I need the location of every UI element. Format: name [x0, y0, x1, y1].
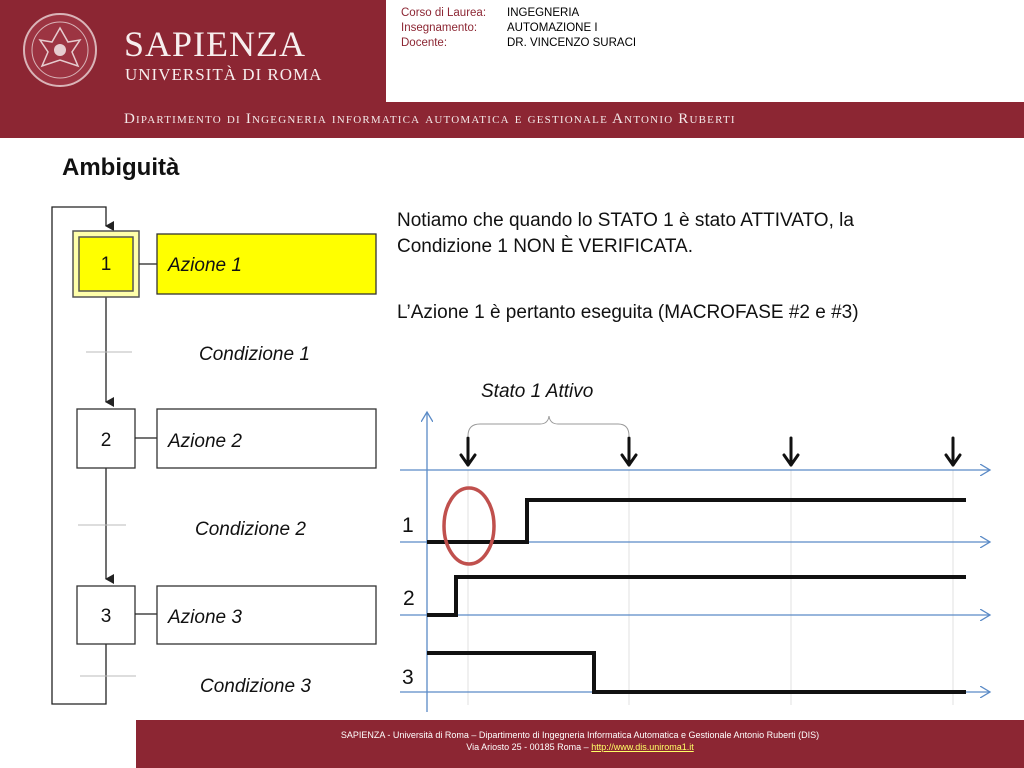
clock-arrow-icon — [784, 438, 798, 465]
clock-arrow-icon — [946, 438, 960, 465]
state-active-bracket — [468, 416, 629, 436]
course-info-value: AUTOMAZIONE I — [507, 22, 598, 34]
course-info-value: DR. VINCENZO SURACI — [507, 37, 637, 49]
bracket-label: Stato 1 Attivo — [481, 381, 594, 402]
footer-spacer — [0, 720, 136, 768]
step-number: 1 — [100, 254, 112, 275]
action-label: Azione 1 — [168, 255, 242, 276]
course-info-key: Docente: — [401, 37, 448, 49]
step-number: 3 — [100, 606, 112, 627]
condition-label: Condizione 3 — [200, 676, 311, 697]
footer-website-link[interactable]: http://www.dis.uniroma1.it — [591, 742, 694, 752]
sfc-action-1 — [157, 234, 376, 294]
sfc-step-1 — [73, 231, 139, 297]
university-subtitle: UNIVERSITÀ DI ROMA — [125, 65, 323, 84]
action-label: Azione 2 — [168, 431, 242, 452]
note-line: Notiamo che quando lo STATO 1 è stato ATTIVATO, la — [397, 210, 854, 231]
department-name: Dipartimento di Ingegneria informatica automatica e gestionale Antonio Ruberti — [124, 111, 736, 127]
signal-3-waveform — [427, 653, 966, 692]
clock-arrow-icon — [461, 438, 475, 465]
signal-1-waveform — [427, 500, 966, 542]
signal-label: 2 — [403, 587, 415, 610]
sfc-step-3 — [77, 586, 135, 644]
course-info-key: Corso di Laurea: — [401, 7, 487, 19]
condition-label: Condizione 1 — [199, 344, 310, 365]
note-line: L’Azione 1 è pertanto eseguita (MACROFASE #2 e #3) — [397, 302, 859, 323]
clock-arrow-icon — [622, 438, 636, 465]
university-name: SAPIENZA — [124, 24, 307, 64]
signal-label: 1 — [402, 514, 414, 537]
sfc-action-3 — [157, 586, 376, 644]
condition-label: Condizione 2 — [195, 519, 306, 540]
signal-label: 3 — [402, 666, 414, 689]
course-info-key: Insegnamento: — [401, 22, 478, 34]
footer-address: SAPIENZA - Università di Roma – Dipartimento di Ingegneria Informatica Automatica e Gestionale Antonio Ruberti (DIS) — [340, 730, 820, 740]
note-line: Condizione 1 NON È VERIFICATA. — [397, 236, 694, 257]
action-label: Azione 3 — [168, 607, 242, 628]
ambiguity-highlight-circle — [444, 488, 494, 564]
slide-title: Ambiguità — [62, 154, 180, 181]
sfc-action-2 — [157, 409, 376, 468]
step-number: 2 — [100, 430, 112, 451]
footer-contact — [136, 743, 1024, 752]
course-info-value: INGEGNERIA — [507, 7, 580, 19]
sfc-step-2 — [77, 409, 135, 468]
footer-street: Via Ariosto 25 - 00185 Roma – — [466, 742, 592, 752]
signal-2-waveform — [427, 577, 966, 615]
